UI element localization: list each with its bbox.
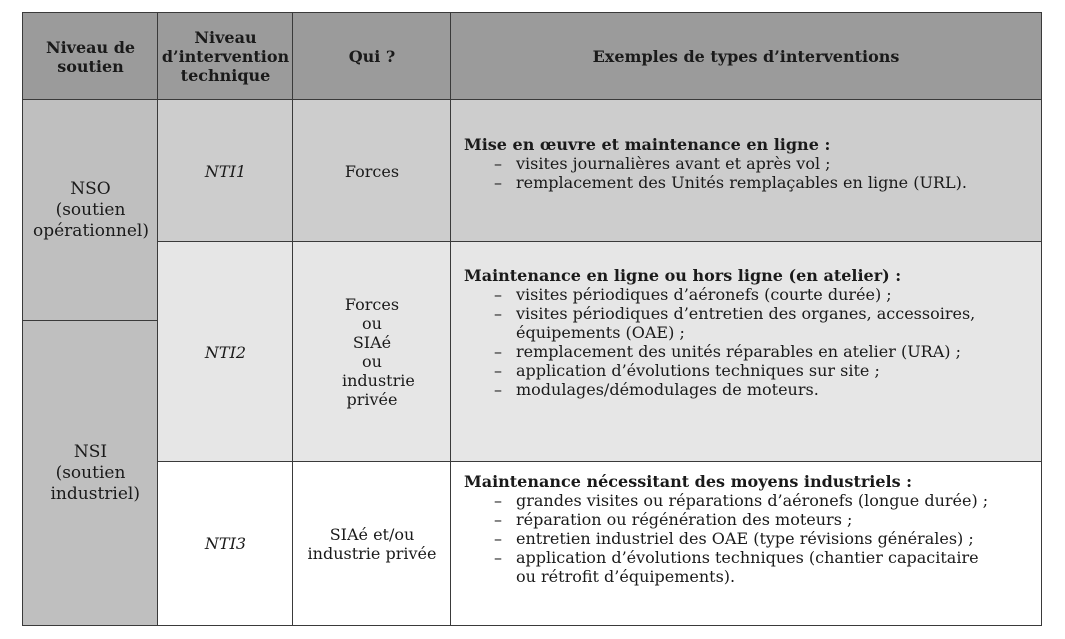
examples-title: Mise en œuvre et maintenance en ligne : bbox=[464, 135, 831, 154]
list-item: – grandes visites ou réparations d’aéronefs (longue durée) ; bbox=[464, 491, 1041, 510]
header-qui: Qui ? bbox=[293, 13, 451, 100]
list-item: – application d’évolutions techniques (chantier capacitaire ou rétrofit d’équipements). bbox=[464, 548, 1041, 586]
support-levels-table bbox=[22, 12, 1042, 626]
divider bbox=[292, 13, 293, 625]
divider bbox=[23, 99, 1041, 100]
divider bbox=[450, 13, 451, 625]
list-item: – visites journalières avant et après vol ; bbox=[464, 154, 1041, 173]
examples-cell-2 bbox=[451, 242, 1041, 462]
qui-cell-1: Forces bbox=[293, 100, 451, 242]
list-item: – visites périodiques d’entretien des organes, accessoires, équipements (OAE) ; bbox=[464, 304, 1041, 342]
header-exemples: Exemples de types d’interventions bbox=[451, 13, 1041, 100]
list-item: – modulages/démodulages de moteurs. bbox=[464, 380, 1041, 399]
examples-list bbox=[464, 154, 1041, 192]
list-item: – réparation ou régénération des moteurs ; bbox=[464, 510, 1041, 529]
header-niveau-intervention: Niveau d’intervention technique bbox=[158, 13, 293, 100]
examples-cell-3 bbox=[451, 462, 1041, 625]
support-level-nso: NSO (soutien opérationnel) bbox=[23, 100, 158, 321]
list-item: – application d’évolutions techniques sur site ; bbox=[464, 361, 1041, 380]
list-item: – entretien industriel des OAE (type révisions générales) ; bbox=[464, 529, 1041, 548]
header-niveau-soutien: Niveau de soutien bbox=[23, 13, 158, 100]
examples-list bbox=[464, 491, 1041, 586]
examples-cell-1 bbox=[451, 100, 1041, 242]
divider bbox=[23, 320, 158, 321]
divider bbox=[157, 241, 1041, 242]
nti-cell-1: NTI1 bbox=[158, 100, 293, 242]
qui-cell-3: SIAé et/ou industrie privée bbox=[293, 462, 451, 625]
examples-title: Maintenance en ligne ou hors ligne (en atelier) : bbox=[464, 266, 902, 285]
list-item: – remplacement des Unités remplaçables en ligne (URL). bbox=[464, 173, 1041, 192]
support-level-nsi: NSI (soutien industriel) bbox=[23, 321, 158, 625]
nti-cell-3: NTI3 bbox=[158, 462, 293, 625]
list-item: – remplacement des unités réparables en atelier (URA) ; bbox=[464, 342, 1041, 361]
list-item: – visites périodiques d’aéronefs (courte durée) ; bbox=[464, 285, 1041, 304]
examples-list bbox=[464, 285, 1041, 399]
examples-title: Maintenance nécessitant des moyens industriels : bbox=[464, 472, 913, 491]
qui-cell-2: Forces ou SIAé ou industrie privée bbox=[293, 242, 451, 462]
divider bbox=[157, 13, 158, 625]
divider bbox=[157, 461, 1041, 462]
nti-cell-2: NTI2 bbox=[158, 242, 293, 462]
